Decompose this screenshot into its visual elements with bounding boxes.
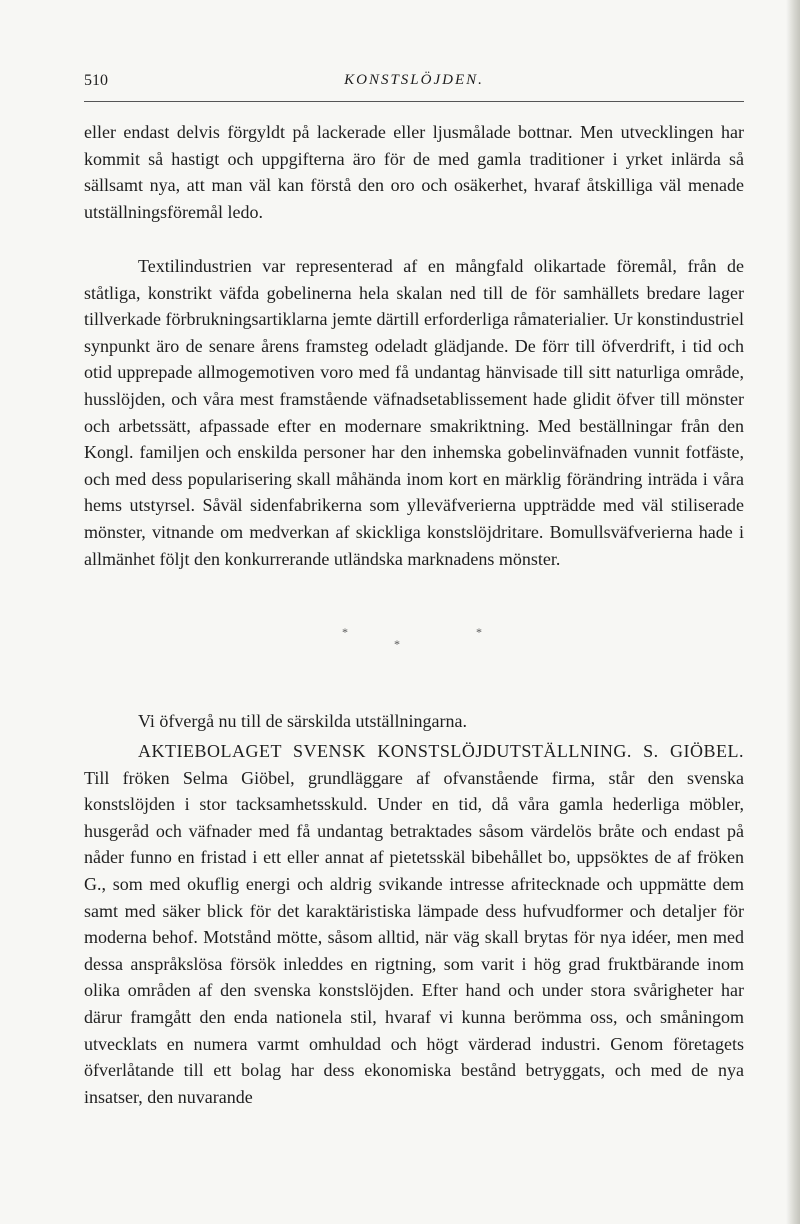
page-number: 510 [84, 72, 108, 89]
page-header [84, 72, 744, 96]
header-rule [84, 101, 744, 102]
paragraph-2-text: Textilindustrien var representerad af en mångfald olikartade föremål, från de ståtliga, konstrikt väfda gobelinerna hela skalan ned till de för samhällets bredare lager tillverkade förbrukningsartiklarna jemte därtill erforderliga råmaterialier. Ur konstindustriel synpunkt äro de senare årens framsteg odeladt glädjande. De förr till öfverdrift, i tid och otid upprepade allmogemotiven voro med få undantag hänvisade till sitt naturliga område, husslöjden, och våra mest framstående väfnadsetablissement hade glidit öfver till mönster och arbetssätt, afpassade efter en modernare smakriktning. Med beställningar från den Kongl. familjen och enskilda personer har den inhemska gobelinväfnaden vunnit fotfäste, och med dess popularisering skall måhända inom kort en märklig förändring inträda i våra hems utstyrsel. Såväl sidenfabrikerna som ylleväfverierna uppträdde med väl stiliserade mönster, vitnande om medverkan af skickliga konstslöjdritare. Bomullsväfverierna hade i allmänhet följt den konkurrerande utländska marknadens mönster. [84, 256, 744, 569]
paragraph-2 [84, 253, 744, 572]
section-body: Till fröken Selma Giöbel, grundläggare af ofvanstående firma, står den svenska konstslöjden i stor tacksamhetsskuld. Under en tid, då våra gamla hederliga möbler, husgeråd och väfnader med få undantag betraktades såsom värdelös bråte och endast på nåder funno en fristad i ett eller annat af pietetsskäl bibehållet bo, uppsöktes de af fröken G., som med okuflig energi och aldrig svikande intresse afritecknade och uppmätte dem samt med säker blick för det karaktäristiska lämpade dess hufvudformer och detaljer för moderna behof. Motstånd mötte, såsom alltid, när väg skall brytas för nya idéer, men med dessa anspråkslösa försök inleddes en rigtning, som varit i hög grad fruktbärande inom olika områden af den svenska konstslöjden. Efter hand och under stora svårigheter har därur framgått den enda nationela stil, hvaraf vi kunna berömma oss, och småningom utvecklats en numera varmt omhuldad och högt värderad industri. Genom företagets öfverlåtande till ett bolag har dess ekonomiska bestånd betryggats, och med de nya insatser, den nuvarande [84, 767, 744, 1107]
asterisk-ornament: * [342, 625, 348, 639]
running-title: KONSTSLÖJDEN. [344, 72, 484, 88]
section-giobel-text [84, 738, 744, 1110]
asterisk-ornament: * [394, 637, 400, 651]
paragraph-1-text: eller endast delvis förgyldt på lackerade eller ljusmålade bottnar. Men utvecklingen har kommit så hastigt och uppgifterna äro för de med gamla traditioner i yrket inlärda så sällsamt nya, att man väl kan förstå den oro och osäkerhet, hvaraf åtskilliga väl menade utställningsföremål ledo. [84, 122, 744, 222]
paragraph-1 [84, 119, 744, 225]
paragraph-3 [84, 708, 744, 735]
section-giobel [84, 738, 744, 1110]
page-edge-shadow [786, 0, 800, 1224]
section-heading: AKTIEBOLAGET SVENSK KONSTSLÖJDUTSTÄLLNING. S. GIÖBEL. [138, 741, 744, 761]
asterisk-ornament: * [476, 625, 482, 639]
section-separator [320, 625, 500, 665]
paragraph-3-text: Vi öfvergå nu till de särskilda utställningarna. [138, 711, 468, 731]
